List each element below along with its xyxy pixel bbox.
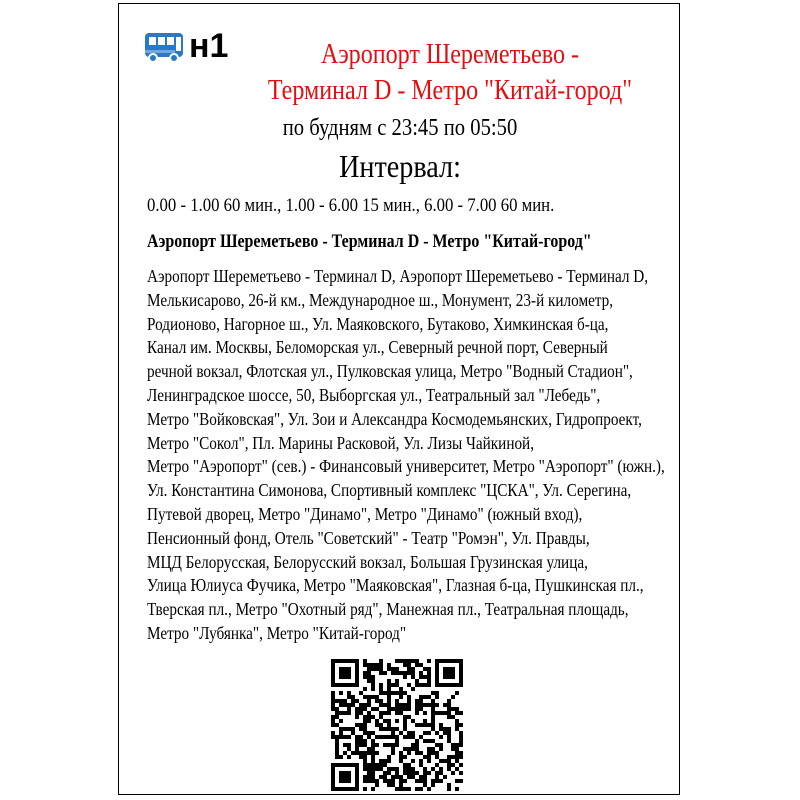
route-title-line-1: Аэропорт Шереметьево - (320, 39, 580, 70)
stops-line: Канал им. Москвы, Беломорская ул., Северный речной порт, Северный (147, 337, 608, 358)
stops-list (147, 265, 665, 646)
route-title (258, 37, 642, 109)
stops-line: Улица Юлиуса Фучика, Метро "Маяковская", Глазная б-ца, Пушкинская пл., (147, 575, 644, 596)
schedule-text: по будням с 23:45 по 05:50 (282, 115, 518, 141)
stops-line: Родионово, Нагорное ш., Ул. Маяковского, Бутаково, Химкинская б-ца, (147, 313, 609, 334)
stops-line: Метро "Войковская", Ул. Зои и Александра Космодемьянских, Гидропроект, (147, 408, 642, 429)
route-number: н1 (189, 27, 229, 65)
route-name: Аэропорт Шереметьево - Терминал D - Метро "Китай-город" (147, 231, 592, 252)
stops-line: Путевой дворец, Метро "Динамо", Метро "Динамо" (южный вход), (147, 503, 583, 524)
stops-line: Мелькисарово, 26-й км., Международное ш., Монумент, 23-й километр, (147, 289, 614, 310)
stops-line: Метро "Сокол", Пл. Марины Расковой, Ул. Лизы Чайкиной, (147, 432, 535, 453)
stops-line: Тверская пл., Метро "Охотный ряд", Манежная пл., Театральная площадь, (147, 599, 629, 620)
bus-icon (144, 32, 186, 64)
qr-code-icon (331, 659, 463, 791)
stops-line: Метро "Аэропорт" (сев.) - Финансовый университет, Метро "Аэропорт" (южн.), (147, 456, 665, 477)
stops-line: речной вокзал, Флотская ул., Пулковская улица, Метро "Водный Стадион", (147, 361, 633, 382)
stops-line: Метро "Лубянка", Метро "Китай-город" (147, 622, 407, 643)
interval-heading: Интервал: (339, 148, 461, 184)
stops-line: Пенсионный фонд, Отель "Советский" - Театр "Ромэн", Ул. Правды, (147, 527, 590, 548)
route-title-line-2: Терминал D - Метро "Китай-город" (267, 75, 633, 106)
stops-line: Аэропорт Шереметьево - Терминал D, Аэропорт Шереметьево - Терминал D, (147, 266, 649, 286)
stops-line: Ул. Константина Симонова, Спортивный комплекс "ЦСКА", Ул. Серегина, (147, 480, 632, 501)
route-sign (118, 3, 680, 795)
stops-line: Ленинградское шоссе, 50, Выборгская ул., Театральный зал "Лебедь", (147, 384, 601, 405)
interval-text: 0.00 - 1.00 60 мин., 1.00 - 6.00 15 мин., 6.00 - 7.00 60 мин. (147, 195, 555, 216)
stops-line: МЦД Белорусская, Белорусский вокзал, Большая Грузинская улица, (147, 551, 588, 572)
